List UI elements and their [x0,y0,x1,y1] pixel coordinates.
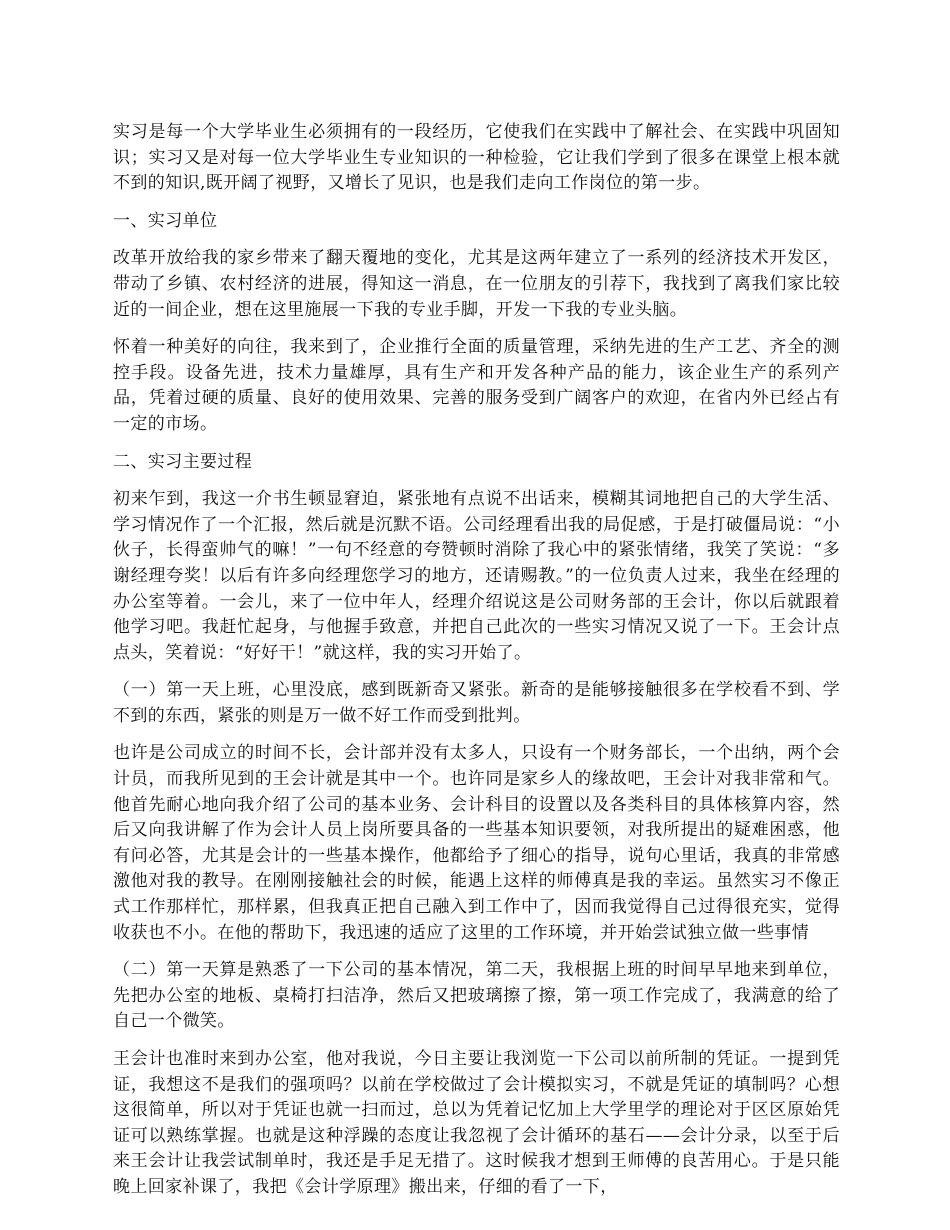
document-body [113,120,840,1213]
section-heading-main-process: 二、实习主要过程 [113,451,253,472]
paragraph-accounting-dept: 也许是公司成立的时间不长，会计部并没有太多人，只设有一个财务部长，一个出纳，两个会计员，而我所见到的王会计就是其中一个。也许同是家乡人的缘故吧，王会计对我非常和气。他首先耐心地向我介绍了公司的基本业务、会计科目的设置以及各类科目的具体核算内容，然后又向我讲解了作为会计人员上岗所要具备的一些基本知识要领，对我所提出的疑难困惑，他有问必答，尤其是会计的一些基本操作，他都给予了细心的指导，说句心里话，我真的非常感激他对我的教导。在刚刚接触社会的时候，能遇上这样的师傅真是我的幸运。虽然实习不像正式工作那样忙，那样累，但我真正把自己融入到工作中了，因而我觉得自己过得很充实，觉得收获也不小。在他的帮助下，我迅速的适应了这里的工作环境，并开始尝试独立做一些事情 [113,743,840,943]
paragraph-hometown: 改革开放给我的家乡带来了翻天覆地的变化，尤其是这两年建立了一系列的经济技术开发区，带动了乡镇、农村经济的进展，得知这一消息，在一位朋友的引荐下，我找到了离我们家比较近的一间企业，想在这里施展一下我的专业手脚，开发一下我的专业头脑。 [113,248,840,320]
paragraph-first-meeting: 初来乍到，我这一介书生顿显窘迫，紧张地有点说不出话来，模糊其词地把自己的大学生活、学习情况作了一个汇报，然后就是沉默不语。公司经理看出我的局促感，于是打破僵局说：“小伙子，长得蛮帅气的嘛！”一句不经意的夸赞顿时消除了我心中的紧张情绪，我笑了笑说：“多谢经理夸奖！以后有许多向经理您学习的地方，还请赐教。”的一位负责人过来，我坐在经理的办公室等着。一会儿，来了一位中年人，经理介绍说这是公司财务部的王会计，你以后就跟着他学习吧。我赶忙起身，与他握手致意，并把自己此次的一些实习情况又说了一下。王会计点点头，笑着说：“好好干！”就这样，我的实习开始了。 [113,489,840,663]
paragraph-second-day: （二）第一天算是熟悉了一下公司的基本情况，第二天，我根据上班的时间早早地来到单位，先把办公室的地板、桌椅打扫洁净，然后又把玻璃擦了擦，第一项工作完成了，我满意的给了自己一个微笑。 [113,960,840,1032]
section-heading-internship-unit: 一、实习单位 [113,210,218,231]
paragraph-first-day: （一）第一天上班，心里没底，感到既新奇又紧张。新奇的是能够接触很多在学校看不到、学不到的东西，紧张的则是万一做不好工作而受到批判。 [113,680,840,726]
paragraph-company: 怀着一种美好的向往，我来到了，企业推行全面的质量管理，采纳先进的生产工艺、齐全的测控手段。设备先进，技术力量雄厚，具有生产和开发各种产品的能力，该企业生产的系列产品，凭着过硬的质量、良好的使用效果、完善的服务受到广阔客户的欢迎，在省内外已经占有一定的市场。 [113,337,840,434]
intro-paragraph: 实习是每一个大学毕业生必须拥有的一段经历，它使我们在实践中了解社会、在实践中巩固知识；实习又是对每一位大学毕业生专业知识的一种检验，它让我们学到了很多在课堂上根本就不到的知识,既开阔了视野，又增长了见识，也是我们走向工作岗位的第一步。 [113,122,840,194]
paragraph-vouchers: 王会计也准时来到办公室，他对我说，今日主要让我浏览一下公司以前所制的凭证。一提到凭证，我想这不是我们的强项吗？以前在学校做过了会计模拟实习，不就是凭证的填制吗？心想这很简单，所以对于凭证也就一扫而过，总以为凭着记忆加上大学里学的理论对于区区原始凭证可以熟练掌握。也就是这种浮躁的态度让我忽视了会计循环的基石——会计分录，以至于后来王会计让我尝试制单时，我还是手足无措了。这时候我才想到王师傅的良苦用心。于是只能晚上回家补课了，我把《会计学原理》搬出来，仔细的看了一下， [113,1049,840,1197]
